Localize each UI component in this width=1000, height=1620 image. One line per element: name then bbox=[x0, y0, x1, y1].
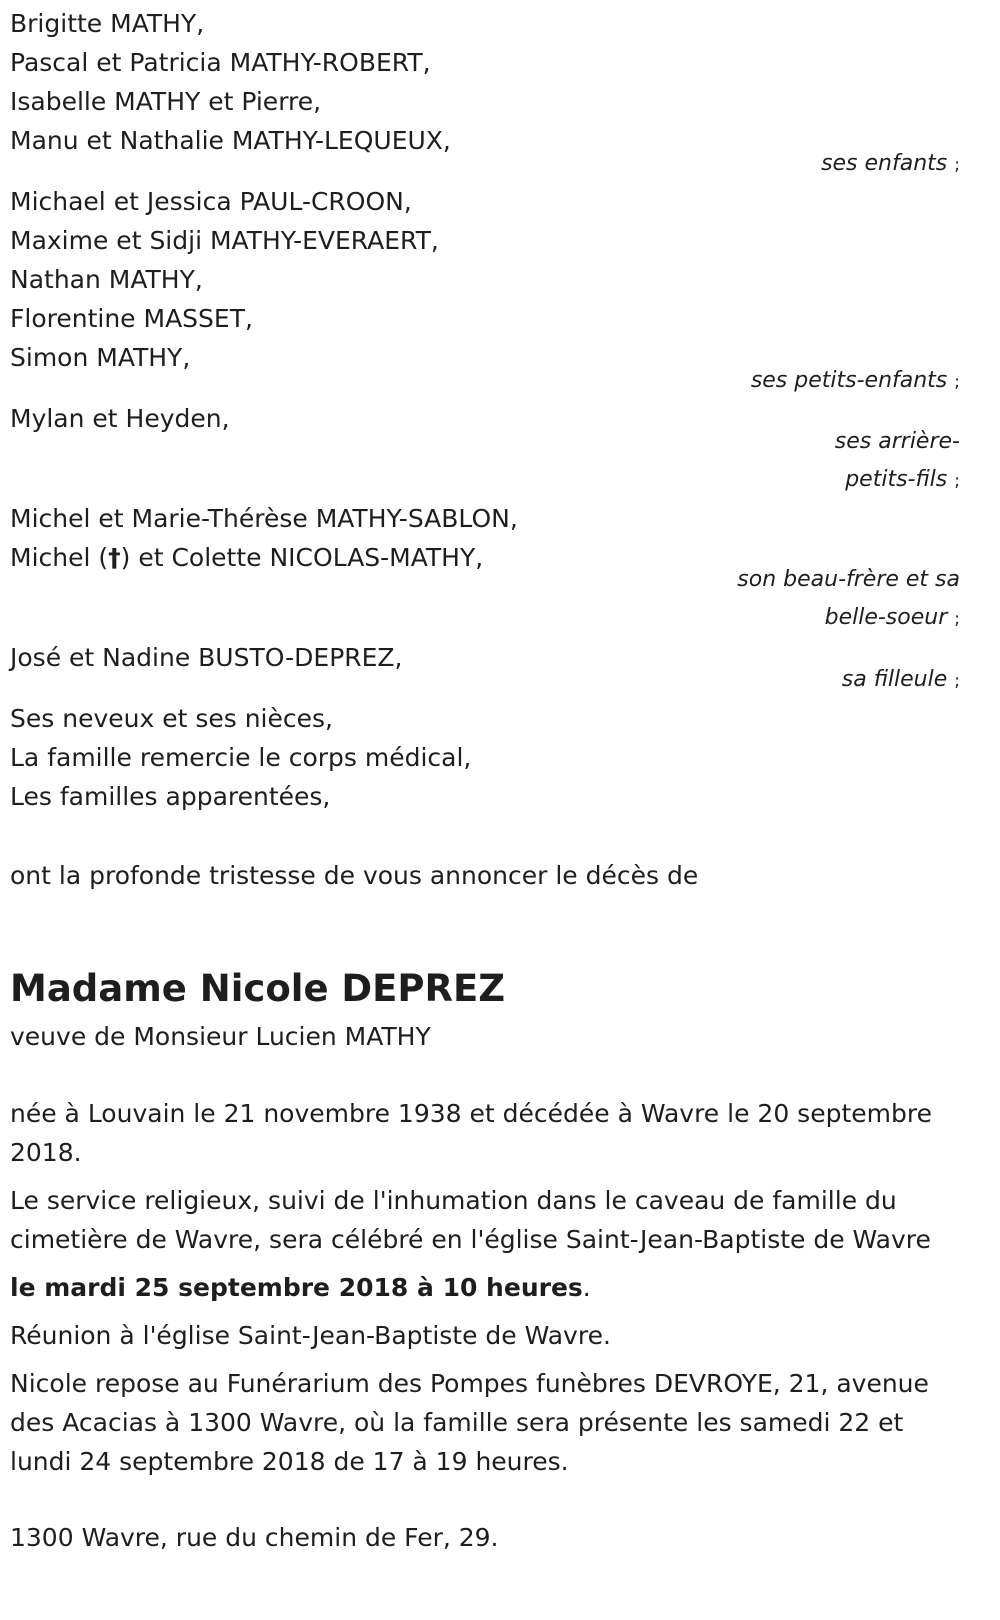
rest-line: des Acacias à 1300 Wavre, où la famille sera présente les samedi 22 et bbox=[10, 1408, 904, 1437]
service-date-period: . bbox=[582, 1273, 591, 1302]
service-date bbox=[10, 1268, 591, 1308]
great-grandchildren-relation-1: ses arrière- bbox=[834, 429, 960, 454]
address-line: 1300 Wavre, rue du chemin de Fer, 29. bbox=[10, 1523, 499, 1552]
semicolon: ; bbox=[954, 609, 960, 629]
semicolon: ; bbox=[954, 471, 960, 491]
in-laws-relation-1: son beau-frère et sa bbox=[737, 567, 960, 592]
service-line: Le service religieux, suivi de l'inhumation dans le caveau de famille du bbox=[10, 1186, 897, 1215]
cross-icon: † bbox=[108, 543, 121, 572]
others-line: La famille remercie le corps médical, bbox=[10, 743, 472, 772]
announcement-intro: ont la profonde tristesse de vous annoncer le décès de bbox=[10, 861, 699, 890]
grandchild-name: Nathan MATHY, bbox=[10, 265, 203, 294]
deceased-name: Madame Nicole DEPREZ bbox=[10, 967, 506, 1010]
relation-label: petits-fils bbox=[845, 467, 948, 492]
rest-line: lundi 24 septembre 2018 de 17 à 19 heures. bbox=[10, 1447, 569, 1476]
in-laws-relation-2 bbox=[825, 599, 960, 638]
others-line: Ses neveux et ses nièces, bbox=[10, 704, 333, 733]
birth-death-line: 2018. bbox=[10, 1138, 82, 1167]
in-law-first: Michel ( bbox=[10, 543, 109, 572]
great-grandchildren-name: Mylan et Heyden, bbox=[10, 404, 230, 433]
child-name: Manu et Nathalie MATHY-LEQUEUX, bbox=[10, 126, 451, 155]
grandchildren-relation bbox=[751, 362, 960, 401]
service-line: cimetière de Wavre, sera célébré en l'église Saint-Jean-Baptiste de Wavre bbox=[10, 1225, 931, 1254]
semicolon: ; bbox=[954, 155, 960, 175]
meeting-line: Réunion à l'église Saint-Jean-Baptiste de Wavre. bbox=[10, 1321, 611, 1350]
child-name: Isabelle MATHY et Pierre, bbox=[10, 87, 322, 116]
relation-label: belle-soeur bbox=[824, 605, 948, 630]
semicolon: ; bbox=[954, 671, 960, 691]
semicolon: ; bbox=[954, 372, 960, 392]
goddaughter-relation bbox=[842, 661, 960, 700]
in-law-name: Michel et Marie-Thérèse MATHY-SABLON, bbox=[10, 504, 518, 533]
children-relation bbox=[821, 145, 960, 184]
grandchild-name: Michael et Jessica PAUL-CROON, bbox=[10, 187, 412, 216]
relation-label: sa filleule bbox=[841, 667, 948, 692]
grandchild-name: Maxime et Sidji MATHY-EVERAERT, bbox=[10, 226, 439, 255]
others-line: Les familles apparentées, bbox=[10, 782, 331, 811]
in-law-rest: ) et Colette NICOLAS-MATHY, bbox=[120, 543, 484, 572]
relation-label: ses petits-enfants bbox=[750, 368, 948, 393]
relation-label: ses enfants bbox=[821, 151, 948, 176]
widow-of: veuve de Monsieur Lucien MATHY bbox=[10, 1022, 431, 1051]
birth-death-line: née à Louvain le 21 novembre 1938 et décédée à Wavre le 20 septembre bbox=[10, 1099, 932, 1128]
child-name: Brigitte MATHY, bbox=[10, 9, 205, 38]
great-grandchildren-relation-2 bbox=[845, 461, 960, 500]
rest-line: Nicole repose au Funérarium des Pompes funèbres DEVROYE, 21, avenue bbox=[10, 1369, 929, 1398]
in-law-name bbox=[10, 538, 483, 578]
grandchild-name: Florentine MASSET, bbox=[10, 304, 253, 333]
grandchild-name: Simon MATHY, bbox=[10, 343, 191, 372]
child-name: Pascal et Patricia MATHY-ROBERT, bbox=[10, 48, 431, 77]
service-date-bold: le mardi 25 septembre 2018 à 10 heures bbox=[10, 1273, 583, 1302]
goddaughter-name: José et Nadine BUSTO-DEPREZ, bbox=[10, 643, 403, 672]
